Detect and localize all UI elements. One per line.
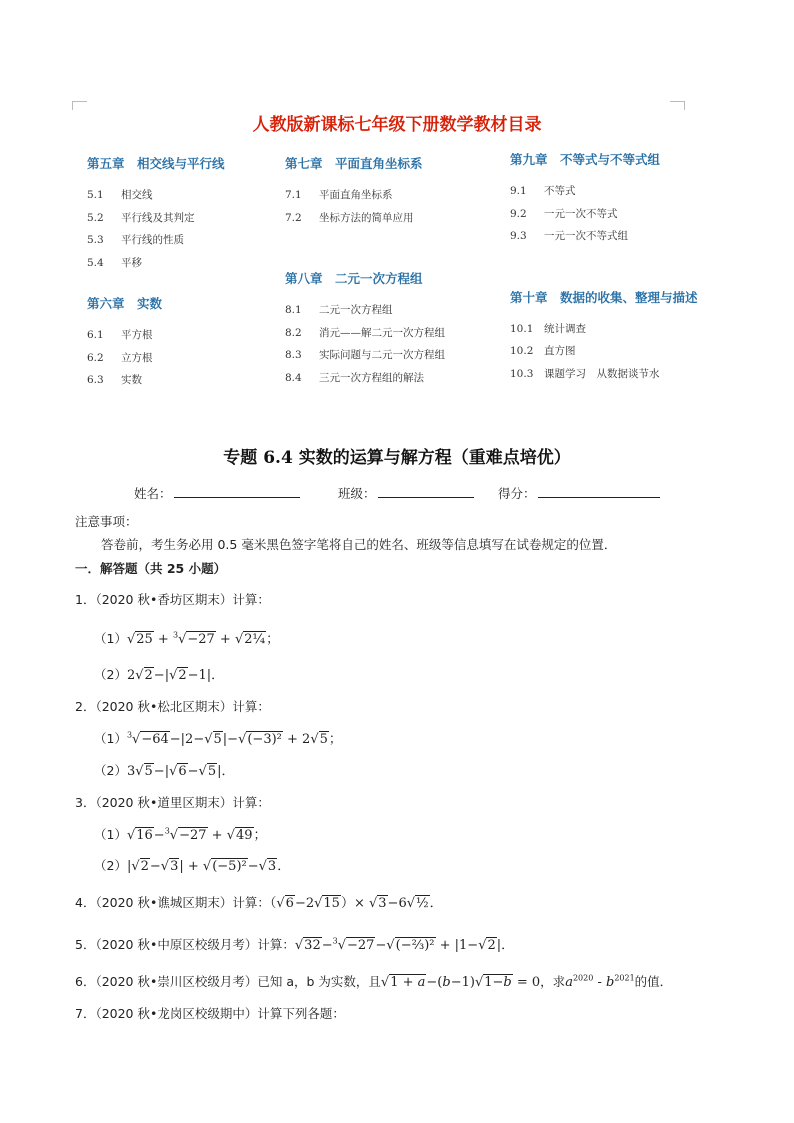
class-field[interactable]: [338, 484, 474, 502]
toc-title: 人教版新课标七年级下册数学教材目录: [252, 115, 542, 135]
problem-4-text: 4．（2020 秋•谯城区期末）计算：: [75, 895, 270, 910]
math-expression: √32−$^3$√−27−√(−⅔)² + |1−√2|．: [294, 936, 515, 953]
problem-2-part-2: [94, 760, 235, 779]
problem-5-text: 5．（2020 秋•中原区校级月考）计算：: [75, 937, 295, 952]
toc-section: [510, 318, 698, 341]
toc-section-title: 实数: [121, 374, 142, 386]
score-label: 得分：: [498, 486, 536, 501]
toc-chapter-title: 第七章 平面直角坐标系: [285, 156, 423, 171]
toc-section-title: 坐标方法的简单应用: [319, 211, 414, 224]
section-heading: 一．解答题（共 25 小题）: [75, 561, 227, 576]
toc-chapter-title: 第十章 数据的收集、整理与描述: [510, 289, 698, 305]
problem-3-part-1: [94, 824, 267, 843]
toc-section-number: 7.2: [285, 211, 302, 224]
math-expression: 2√2−|√2−1|．: [126, 668, 225, 683]
toc-chapter-block: [510, 150, 698, 248]
part-label: （1）: [94, 631, 127, 646]
notice-text: 答卷前，考生务必用 0.5 毫米黑色签字笔将自己的姓名、班级等信息填写在试卷规定的位置．: [101, 537, 617, 552]
toc-section-title: 统计调查: [544, 322, 586, 335]
score-blank[interactable]: [538, 485, 660, 498]
toc-section-number: 5.2: [87, 211, 104, 224]
math-expression: √25 + $^3$√−27 + √2¼；: [126, 630, 280, 647]
problem-3: 3．（2020 秋•道里区期末）计算：: [75, 795, 270, 810]
toc-section-title: 一元一次不等式组: [544, 230, 628, 242]
problem-1: 1．（2020 秋•香坊区期末）计算：: [75, 592, 270, 607]
toc-section-number: 6.1: [87, 329, 104, 341]
problem-4: [75, 892, 443, 911]
toc-section: [87, 347, 225, 370]
toc-section-title: 平行线的性质: [121, 234, 184, 246]
toc-section-number: 6.3: [87, 374, 104, 386]
problem-5: [75, 934, 514, 953]
problem-3-part-2: [94, 855, 290, 874]
toc-chapter-block: [87, 154, 225, 274]
toc-section: [510, 363, 698, 386]
toc-chapter-title: 第六章 实数: [87, 296, 163, 311]
toc-section: [510, 225, 698, 248]
toc-section-number: 8.3: [285, 349, 302, 361]
math-expression: √16−$^3$√−27 + √49；: [126, 826, 267, 843]
toc-chapter-block: [510, 288, 698, 386]
toc-section: [87, 252, 225, 275]
toc-section-title: 三元一次方程组的解法: [319, 371, 424, 384]
problem-6: [75, 972, 672, 990]
toc-column-1: [87, 154, 225, 392]
part-label: （2）: [94, 667, 127, 682]
part-label: （1）: [94, 731, 127, 746]
topic-title: 专题 6.4 实数的运算与解方程（重难点培优）: [223, 448, 571, 468]
toc-section-title: 直方图: [544, 345, 576, 357]
name-field[interactable]: [134, 484, 300, 502]
toc-section: [510, 203, 698, 226]
math-expression-2: $a^{2020} - b^{2021}$: [565, 973, 635, 990]
toc-section: [87, 207, 225, 230]
toc-section: [87, 184, 225, 207]
corner-mark-right: [670, 101, 685, 110]
toc-section-number: 8.1: [285, 304, 302, 316]
problem-1-part-1: [94, 628, 279, 647]
toc-section-number: 5.3: [87, 234, 104, 246]
toc-section: [285, 184, 445, 207]
toc-chapter-block: [87, 294, 225, 392]
toc-section: [285, 344, 445, 367]
toc-section-title: 平行线及其判定: [121, 211, 195, 224]
toc-chapter-title: 第八章 二元一次方程组: [285, 271, 423, 286]
toc-section-title: 二元一次方程组: [319, 304, 393, 316]
toc-section-title: 平面直角坐标系: [319, 189, 393, 201]
toc-section-number: 5.1: [87, 189, 104, 201]
problem-7: 7．（2020 秋•龙岗区校级期中）计算下列各题：: [75, 1006, 345, 1021]
toc-chapter-title: 第九章 不等式与不等式组: [510, 152, 661, 167]
toc-section-number: 9.1: [510, 185, 527, 197]
toc-section-number: 6.2: [87, 351, 104, 364]
problem-6-text-3: 的值．: [634, 974, 673, 989]
toc-section: [87, 324, 225, 347]
toc-section: [285, 299, 445, 322]
toc-section-title: 平移: [121, 256, 142, 269]
name-label: 姓名：: [134, 486, 172, 501]
problem-6-text: 6．（2020 秋•崇川区校级月考）已知 a，b 为实数，且: [75, 974, 381, 989]
toc-chapter-title: 第五章 相交线与平行线: [87, 156, 225, 171]
toc-chapter-block: [285, 269, 445, 389]
part-label: （1）: [94, 827, 127, 842]
toc-section-number: 10.2: [510, 345, 534, 357]
part-label: （2）: [94, 763, 127, 778]
toc-section-title: 不等式: [544, 185, 576, 197]
part-label: （2）: [94, 858, 127, 873]
toc-section-number: 10.3: [510, 367, 534, 380]
math-expression: 3√5−|√6−√5|．: [126, 764, 235, 779]
toc-section-number: 10.1: [510, 322, 534, 335]
name-blank[interactable]: [174, 485, 300, 498]
toc-section-title: 平方根: [121, 329, 153, 341]
toc-chapter-block: [285, 154, 445, 229]
toc-section-title: 课题学习 从数据谈节水: [544, 367, 660, 380]
toc-section-number: 9.2: [510, 207, 527, 220]
toc-section-title: 立方根: [121, 351, 153, 364]
toc-section: [510, 340, 698, 363]
toc-column-2: [285, 154, 445, 389]
toc-section: [285, 367, 445, 390]
toc-column-3: [510, 150, 698, 385]
problem-2-part-1: [94, 728, 342, 747]
math-expression: |√2−√3| + √(−5)²−√3．: [126, 859, 291, 874]
toc-section-title: 消元——解二元一次方程组: [319, 326, 445, 339]
notice-label: 注意事项：: [75, 514, 138, 529]
math-expression: $^3$√−64−|2−√5|−√(−3)² + 2√5；: [126, 730, 342, 747]
toc-section: [87, 229, 225, 252]
toc-section-number: 8.2: [285, 326, 302, 339]
toc-section: [285, 322, 445, 345]
toc-section: [510, 180, 698, 203]
class-label: 班级：: [338, 486, 376, 501]
toc-section: [285, 207, 445, 230]
problem-1-part-2: [94, 664, 224, 683]
toc-section-title: 实际问题与二元一次方程组: [319, 349, 445, 361]
toc-section-title: 一元一次不等式: [544, 207, 618, 220]
toc-section-number: 9.3: [510, 230, 527, 242]
problem-6-text-2: ，求: [540, 974, 566, 989]
toc-section-number: 5.4: [87, 256, 104, 269]
corner-mark-left: [72, 101, 87, 110]
problem-2: 2．（2020 秋•松北区期末）计算：: [75, 699, 270, 714]
toc-section-title: 相交线: [121, 189, 153, 201]
math-expression: （√6−2√15）× √3−6√½．: [269, 896, 443, 911]
class-blank[interactable]: [378, 485, 474, 498]
toc-section-number: 7.1: [285, 189, 302, 201]
math-expression: √1 + a−(b−1)√1−b = 0: [380, 975, 541, 990]
score-field[interactable]: [498, 484, 660, 502]
toc-section-number: 8.4: [285, 371, 302, 384]
toc-section: [87, 369, 225, 392]
